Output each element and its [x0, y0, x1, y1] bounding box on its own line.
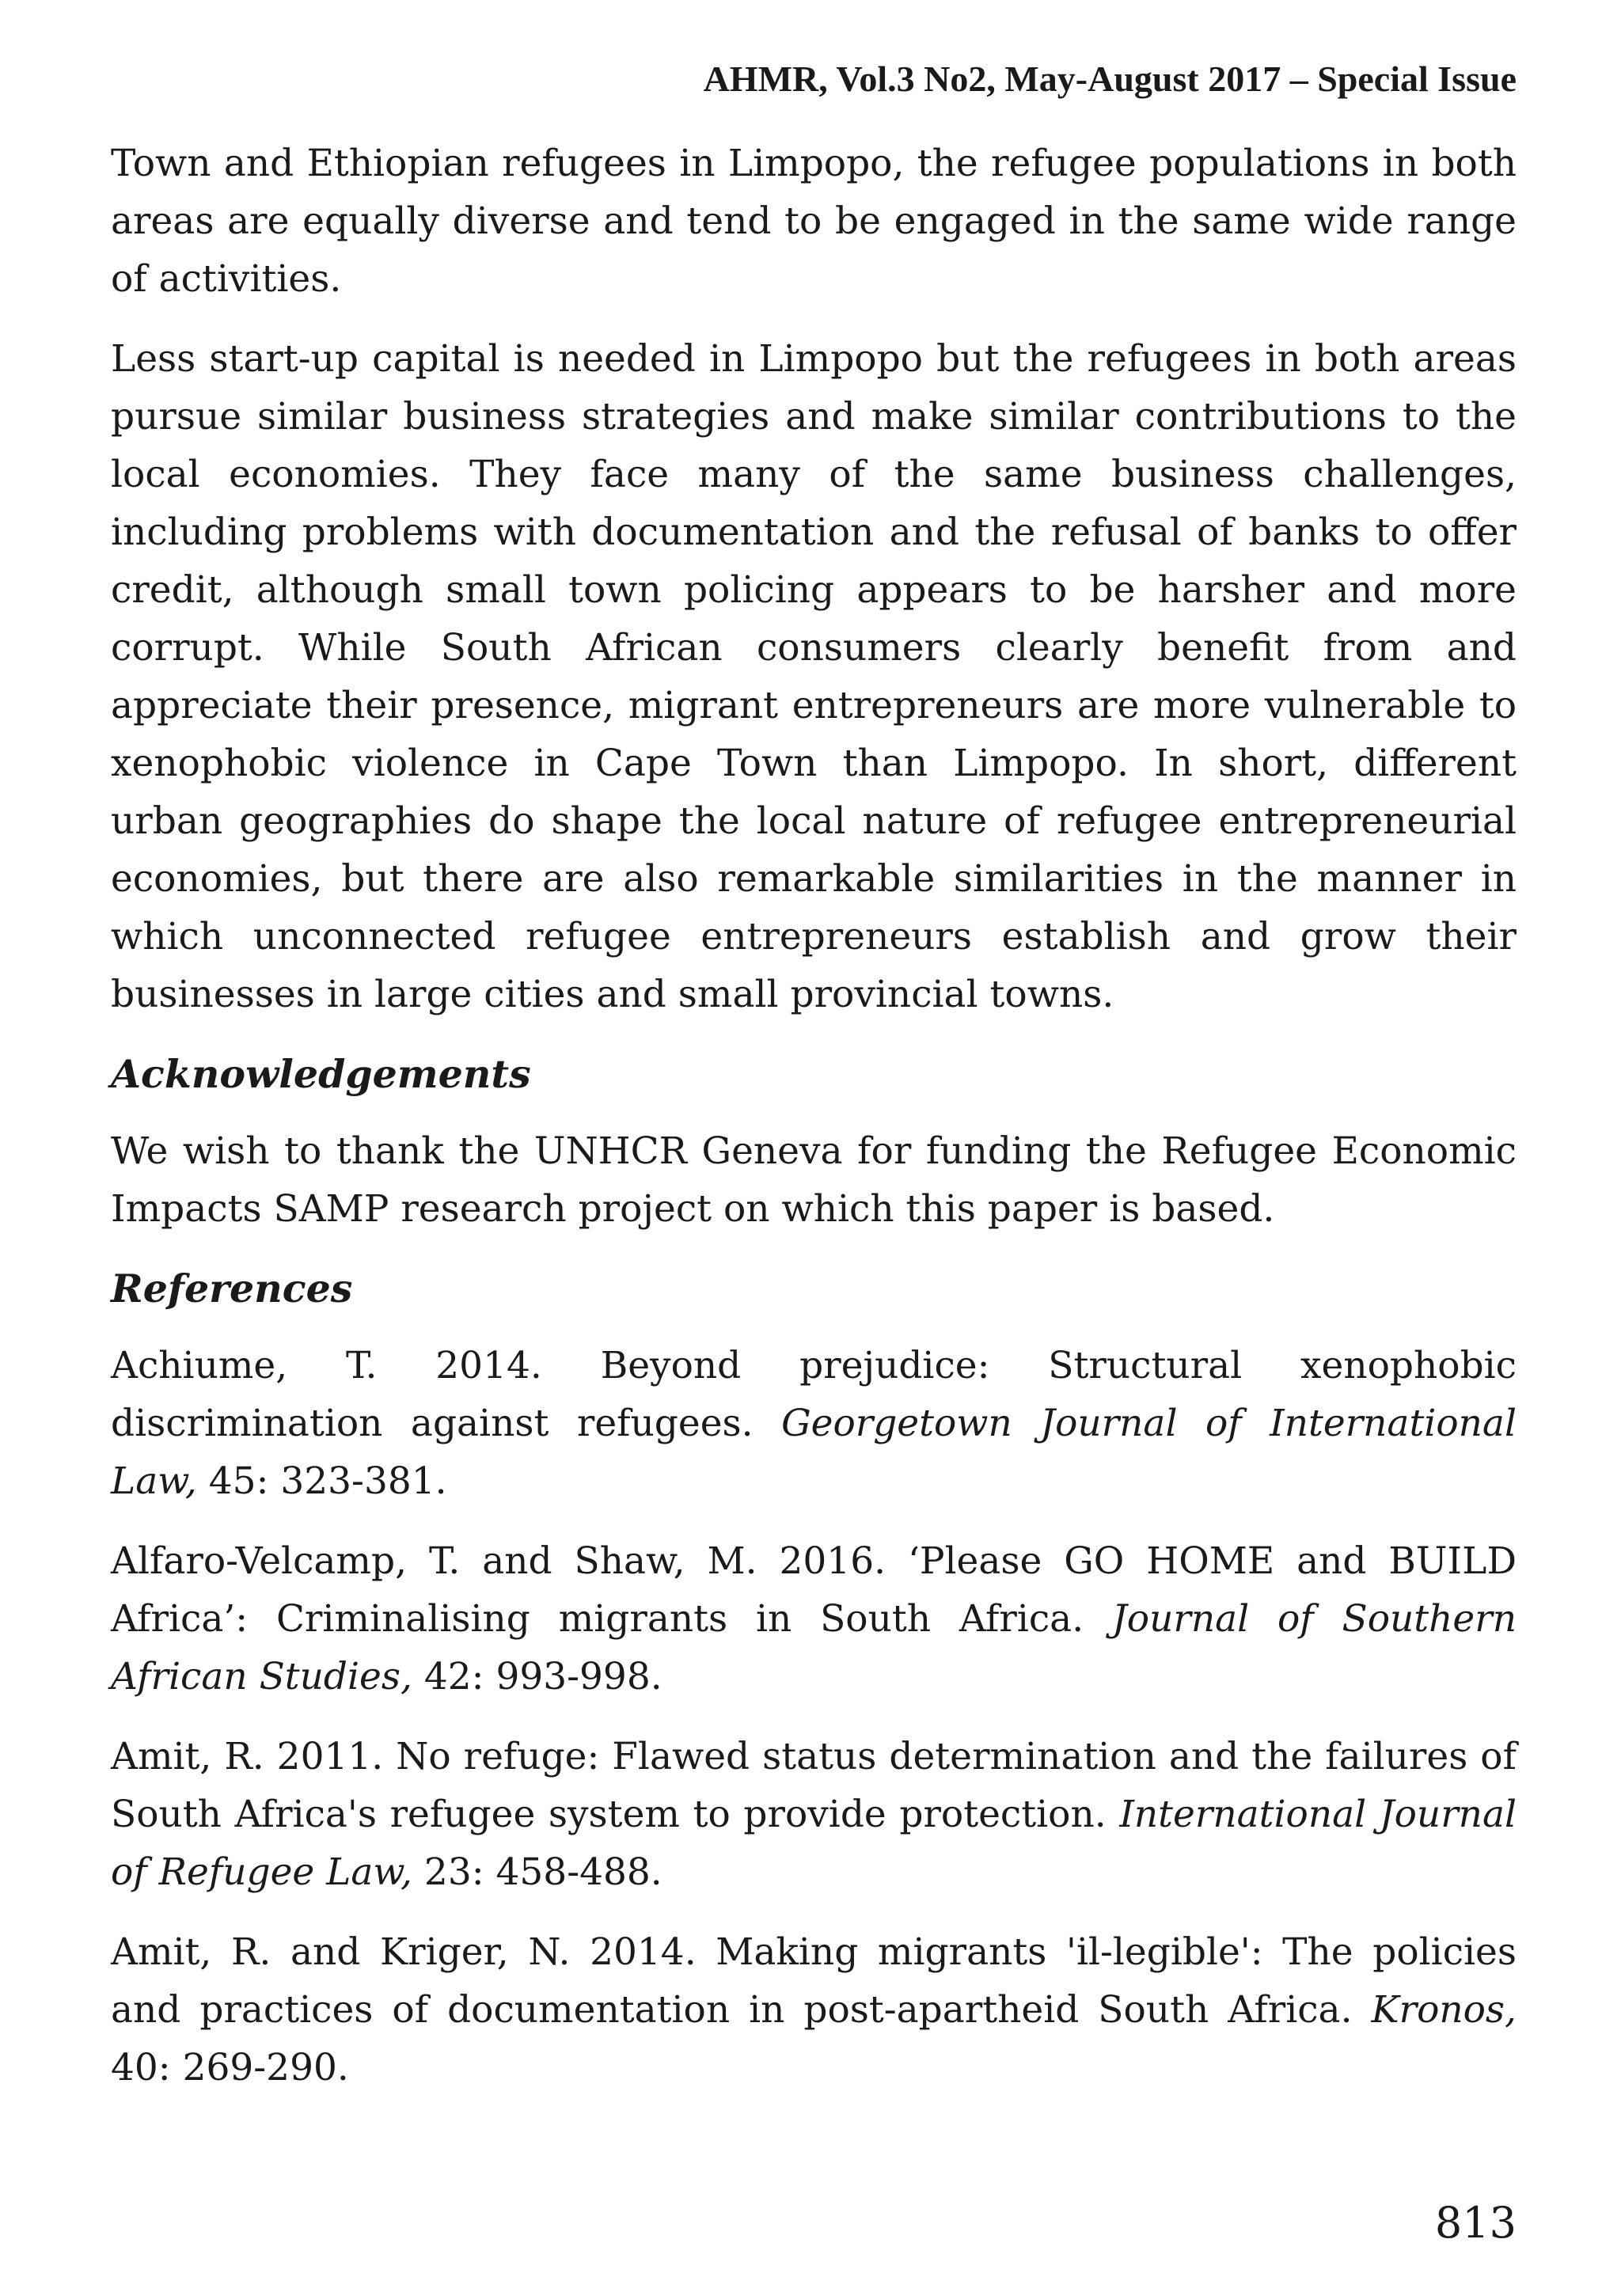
acknowledgements-heading: Acknowledgements — [111, 1051, 531, 1097]
acknowledgements-text: We wish to thank the UNHCR Geneva for funding the Refugee Economic Impacts SAMP research project on which this paper is based. — [111, 1129, 1517, 1231]
reference-tail: 45: 323-381. — [196, 1459, 447, 1503]
running-header: AHMR, Vol.3 No2, May-August 2017 – Special Issue — [703, 59, 1517, 99]
reference-item — [111, 1728, 1517, 1901]
reference-tail: 23: 458-488. — [412, 1850, 662, 1894]
reference-item — [111, 1337, 1517, 1510]
reference-text: Amit, R. and Kriger, N. 2014. Making migrants 'il-legible': The policies and practices of documentation in post-apartheid South Africa. — [111, 1930, 1517, 2032]
reference-item — [111, 1923, 1517, 2097]
reference-text: Achiume, T. 2014. Beyond prejudice: Structural xenophobic discrimination against refugees. — [111, 1344, 1517, 1445]
reference-journal: Georgetown Journal of International Law, — [111, 1402, 1517, 1503]
page — [111, 0, 1517, 2296]
reference-journal: International Journal of Refugee Law, — [111, 1793, 1517, 1894]
reference-journal: Kronos, — [1371, 1988, 1517, 2032]
article-body — [111, 135, 1517, 2119]
reference-tail: 40: 269-290. — [111, 2046, 349, 2089]
body-paragraph: Less start-up capital is needed in Limpopo but the refugees in both areas pursue similar business strategies and make similar contributions to the local economies. They face many of the same business challenges, including problems with documentation and the refusal of banks to offer credit, although small town policing appears to be harsher and more corrupt. While South African consumers clearly benefit from and appreciate their presence, migrant entrepreneurs are more vulnerable to xenophobic violence in Cape Town than Limpopo. In short, different urban geographies do shape the local nature of refugee entrepreneurial economies, but there are also remarkable similarities in the manner in which unconnected refugee entrepreneurs establish and grow their businesses in large cities and small provincial towns. — [111, 337, 1517, 1016]
body-paragraph: Town and Ethiopian refugees in Limpopo, the refugee populations in both areas are equally diverse and tend to be engaged in the same wide range of activities. — [111, 142, 1517, 301]
reference-text: Alfaro-Velcamp, T. and Shaw, M. 2016. ‘Please GO HOME and BUILD Africa’: Criminalising migrants in South Africa. — [111, 1539, 1517, 1641]
reference-tail: 42: 993-998. — [412, 1655, 662, 1698]
references-heading: References — [111, 1266, 353, 1311]
reference-text: Amit, R. 2011. No refuge: Flawed status determination and the failures of South Africa's refugee system to provide protection. — [111, 1735, 1517, 1836]
reference-item — [111, 1532, 1517, 1706]
reference-journal: Journal of Southern African Studies, — [111, 1597, 1517, 1698]
page-number: 813 — [1434, 2198, 1517, 2248]
